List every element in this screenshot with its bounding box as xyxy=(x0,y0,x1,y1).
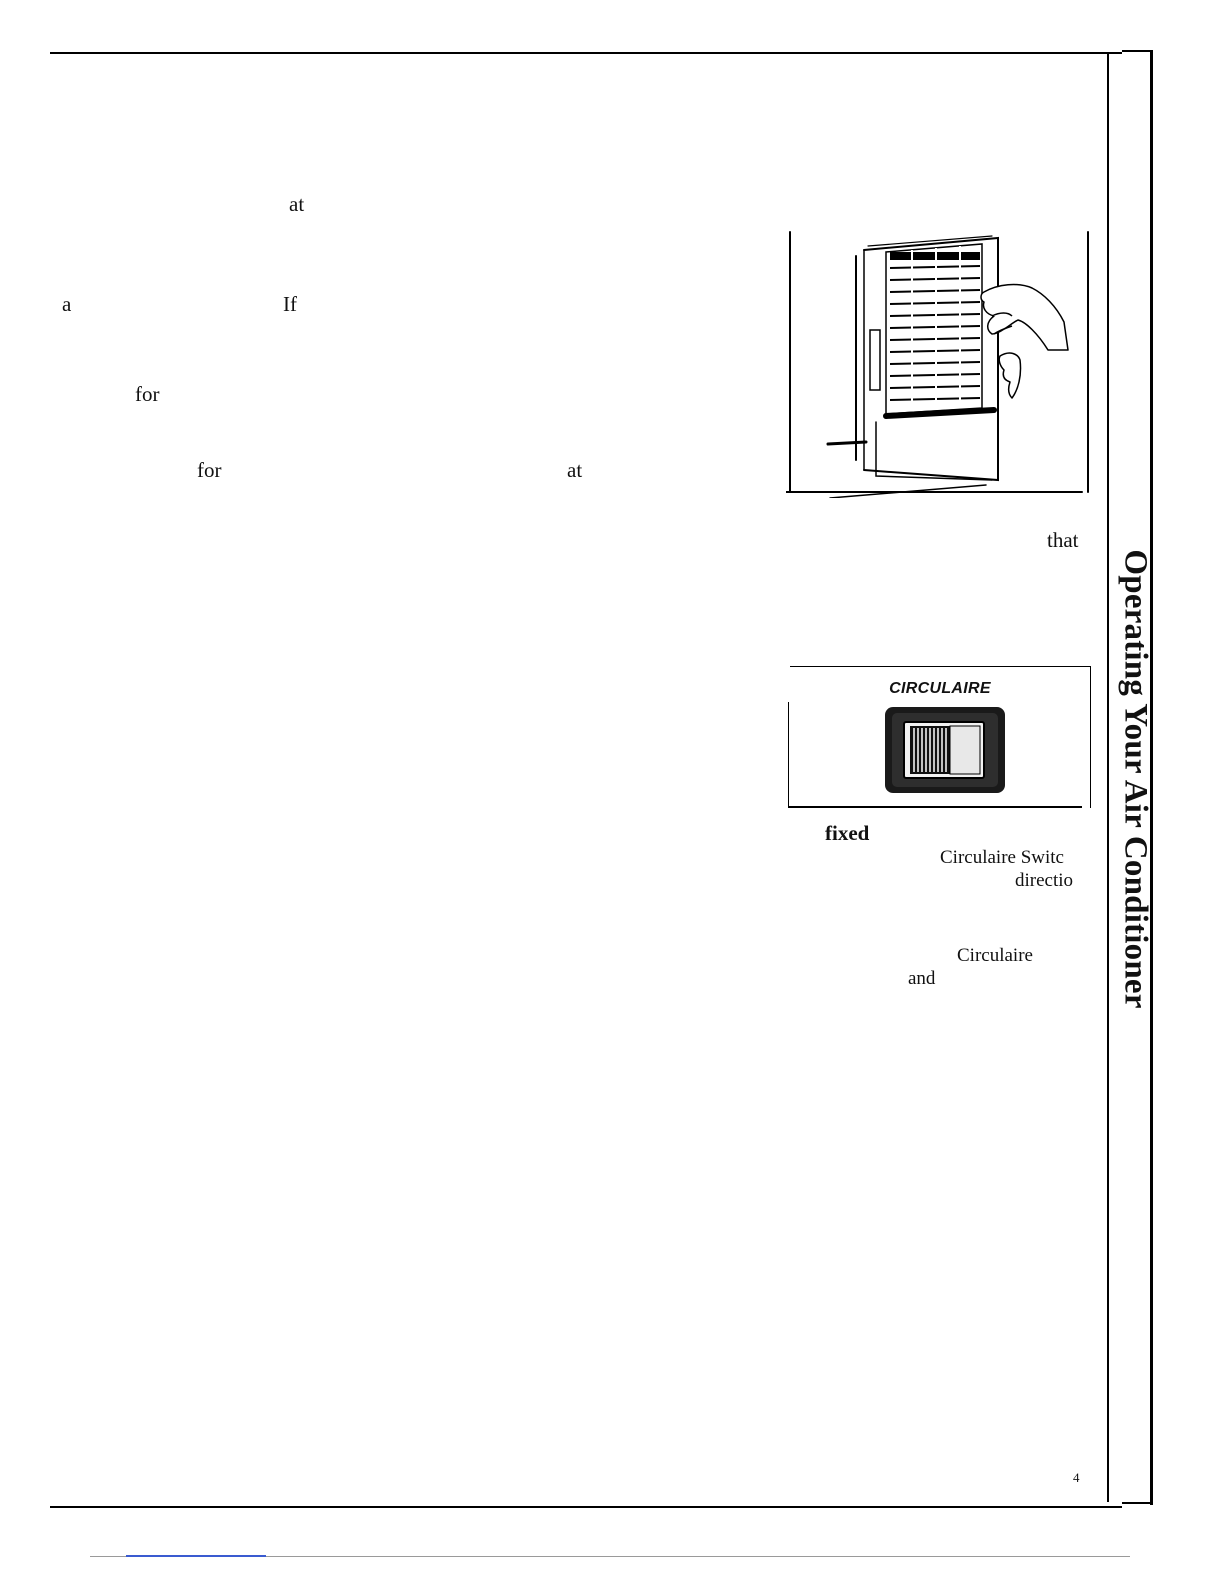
sidebar-bottom-tick xyxy=(1122,1502,1150,1504)
footer-link-underline[interactable] xyxy=(126,1555,266,1557)
sidebar-left-rule xyxy=(1107,54,1109,1502)
switch-panel-top-rule xyxy=(790,666,1090,667)
text-fragment-at-2: at xyxy=(567,458,583,482)
switch-panel-right-rule xyxy=(1090,666,1091,808)
bottom-rule xyxy=(50,1506,1122,1508)
rocker-switch-icon xyxy=(884,706,1006,794)
text-fragment-fixed: fixed xyxy=(825,821,870,845)
louver-adjust-hand-illustration xyxy=(786,230,1092,498)
text-fragment-a: a xyxy=(62,292,72,316)
section-title xyxy=(1116,534,1154,1024)
switch-panel-bottom-rule xyxy=(788,806,1082,808)
section-title-text: Operating Your Air Conditioner xyxy=(1117,549,1154,1009)
sidebar-top-tick xyxy=(1122,50,1150,52)
text-fragment-for: for xyxy=(135,382,160,406)
text-fragment-at: at xyxy=(289,192,305,216)
text-fragment-circulaire: Circulaire xyxy=(957,945,1033,966)
top-rule xyxy=(50,52,1122,54)
page-marker: 4 xyxy=(1073,1470,1080,1485)
text-fragment-for-2: for xyxy=(197,458,222,482)
text-fragment-and: and xyxy=(908,968,936,989)
text-fragment-circulaire-switch: Circulaire Switc xyxy=(940,848,1064,867)
text-fragment-direction: directio xyxy=(1015,871,1074,890)
text-fragment-that: that xyxy=(1047,528,1079,552)
text-fragment-if: If xyxy=(283,292,297,316)
circulaire-switch-label: CIRCULAIRE xyxy=(889,680,991,697)
switch-panel-left-rule xyxy=(788,702,789,806)
